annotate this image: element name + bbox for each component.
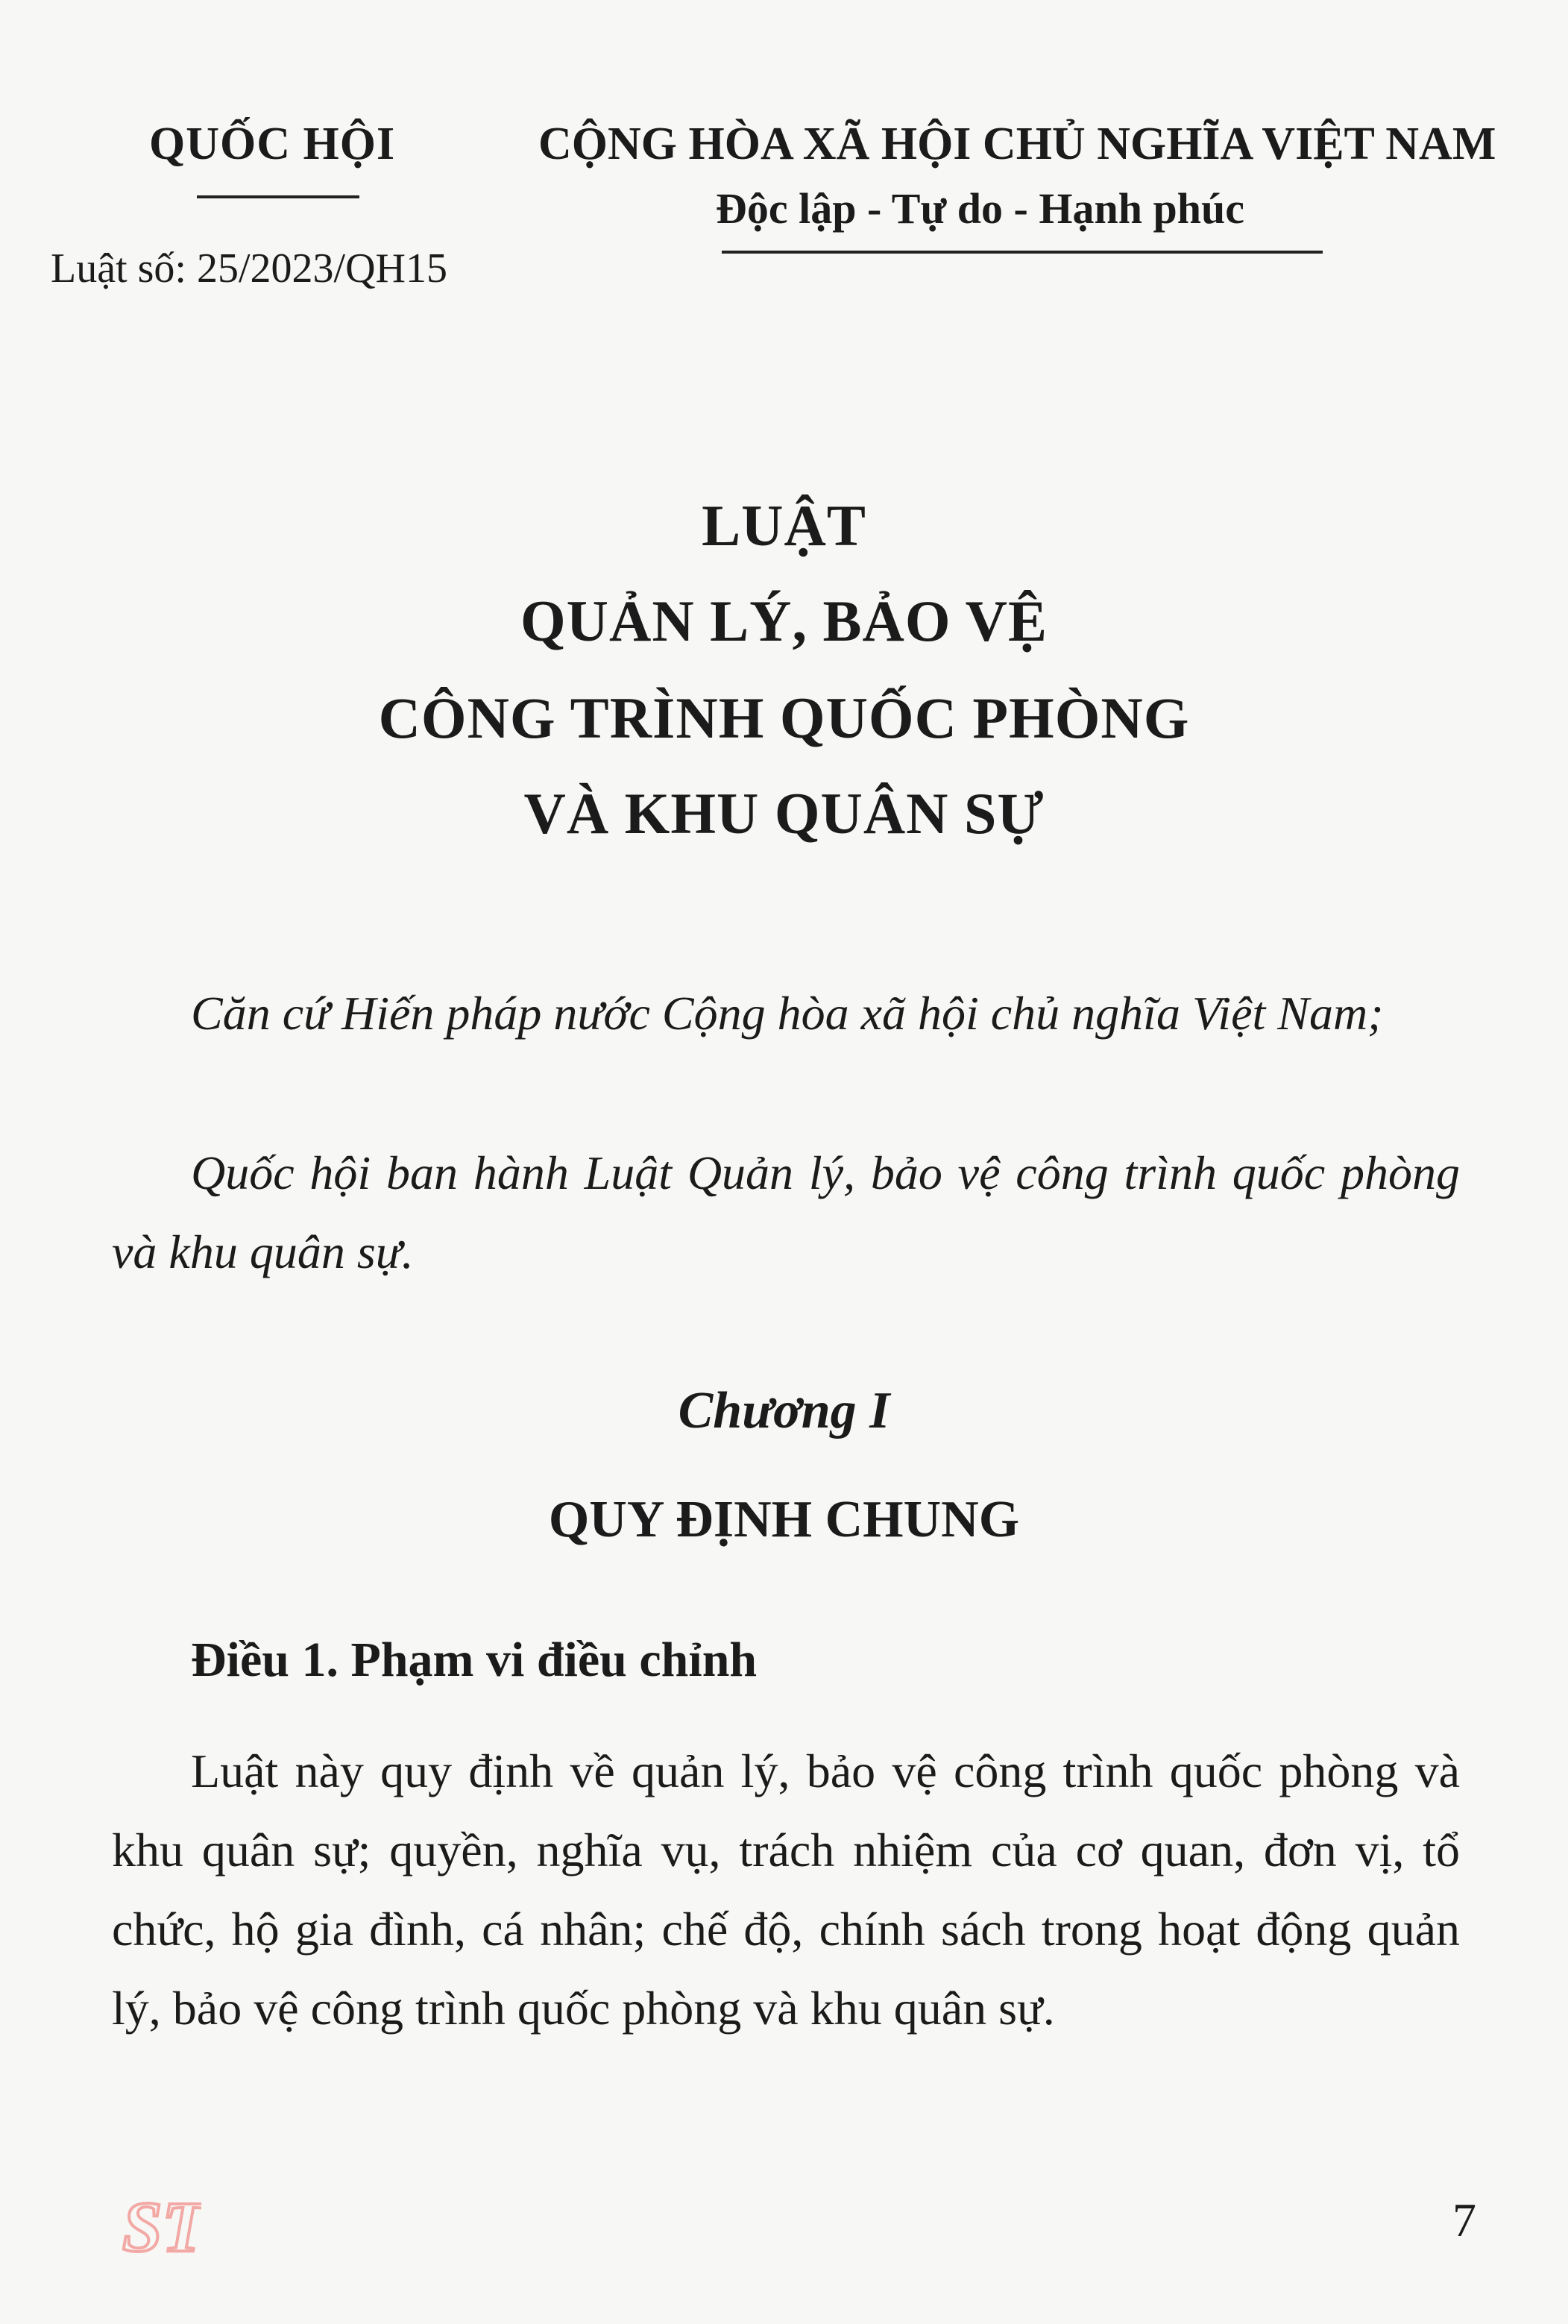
document-type: LUẬT xyxy=(702,493,866,558)
motto-underline xyxy=(722,251,1323,254)
page-number: 7 xyxy=(1452,2193,1476,2246)
chapter-title: QUY ĐỊNH CHUNG xyxy=(548,1491,1020,1548)
law-title-line-1: QUẢN LÝ, BẢO VỆ xyxy=(520,588,1048,653)
law-title-line-3: VÀ KHU QUÂN SỰ xyxy=(523,781,1045,846)
chapter-label: Chương I xyxy=(678,1382,890,1439)
issuer-underline xyxy=(197,195,359,198)
article-heading: Điều 1. Phạm vi điều chỉnh xyxy=(191,1633,758,1687)
article-body: Luật này quy định về quản lý, bảo vệ công trình quốc phòng và khu quân sự; quyền, nghĩa vụ, trách nhiệm của cơ quan, đơn vị, tổ chức, hộ gia đình, cá nhân; chế độ, chính sách trong hoạt động quản lý, bảo vệ công trình quốc phòng và khu quân sự. xyxy=(112,1744,1460,2035)
preamble-enactment: Quốc hội ban hành Luật Quản lý, bảo vệ công trình quốc phòng và khu quân sự. xyxy=(112,1146,1460,1278)
publisher-logo-watermark xyxy=(119,2182,201,2266)
law-title-line-2: CÔNG TRÌNH QUỐC PHÒNG xyxy=(378,685,1190,750)
national-motto: Độc lập - Tự do - Hạnh phúc xyxy=(716,184,1244,233)
preamble-basis: Căn cứ Hiến pháp nước Cộng hòa xã hội chủ nghĩa Việt Nam; xyxy=(191,987,1384,1040)
issuer-name: QUỐC HỘI xyxy=(149,119,396,169)
country-name: CỘNG HÒA XÃ HỘI CHỦ NGHĨA VIỆT NAM xyxy=(538,119,1496,169)
watermark-text: ST xyxy=(122,2187,201,2266)
law-number: Luật số: 25/2023/QH15 xyxy=(51,245,447,292)
